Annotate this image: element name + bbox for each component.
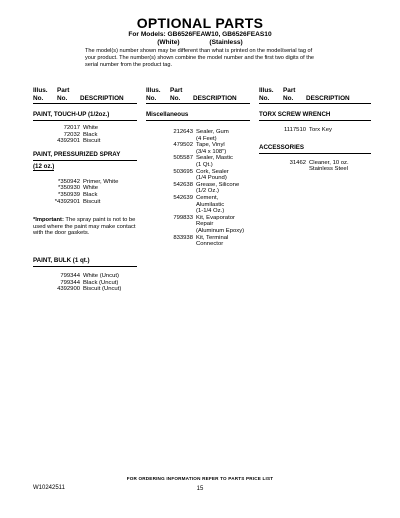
part-description-detail: (4 Feet) <box>196 135 217 142</box>
part-number: *350939 <box>58 191 80 198</box>
part-label: Part <box>57 87 70 94</box>
part-description: Tape, Vinyl <box>196 142 225 149</box>
variant-stainless: (Stainless) <box>209 39 243 46</box>
part-number: 505587 <box>173 155 193 162</box>
part-description: Sealer, Mastic <box>196 155 233 162</box>
illus-no-label: No. <box>259 94 270 102</box>
model-variants <box>0 39 400 47</box>
description-label: DESCRIPTION <box>193 94 237 102</box>
illus-label: Illus. <box>146 87 161 94</box>
list-item <box>33 185 137 192</box>
part-description-detail: (Aluminum Epoxy) <box>196 227 245 234</box>
illus-label: Illus. <box>259 87 274 94</box>
part-description-detail: (1/4 Pound) <box>196 175 227 182</box>
part-number: *350930 <box>58 185 80 192</box>
part-description: Black <box>83 131 98 138</box>
page-header <box>0 16 400 68</box>
part-description: Black <box>83 191 98 198</box>
list-item <box>146 142 250 155</box>
column-header <box>259 87 371 104</box>
part-number: 4392901 <box>57 138 80 145</box>
part-number: 31462 <box>289 159 306 166</box>
part-number: 542639 <box>173 194 193 201</box>
part-description: Torx Key <box>309 127 332 133</box>
variant-white: (White) <box>157 39 180 46</box>
part-description: Cement, <box>196 194 219 201</box>
part-number: 799344 <box>60 272 80 279</box>
part-no-label: No. <box>170 94 181 102</box>
list-item <box>146 182 250 195</box>
model-note: The model(s) number shown may be different than what is printed on the model/serial tag of your product. The number(s) shown combine the model number and the first two digits of the serial number from the product tag. <box>85 48 315 68</box>
list-item <box>146 129 250 142</box>
section-title-touchup: PAINT, TOUCH-UP (1/2oz.) <box>33 111 110 118</box>
description-label: DESCRIPTION <box>306 94 350 102</box>
list-item <box>33 273 137 280</box>
illus-no-label: No. <box>33 94 44 102</box>
list-item <box>33 125 137 132</box>
part-no-label: No. <box>283 94 294 102</box>
part-description: White (Uncut) <box>83 272 120 279</box>
part-number: *350942 <box>58 178 80 185</box>
list-item <box>33 286 137 293</box>
section-title-bulk: PAINT, BULK (1 qt.) <box>33 256 90 264</box>
list-item <box>146 169 250 182</box>
list-item <box>146 155 250 168</box>
part-description-detail: (1/2 Oz.) <box>196 188 219 195</box>
part-no-label: No. <box>57 94 68 102</box>
illus-label: Illus. <box>33 87 48 94</box>
part-number: 1117510 <box>283 127 306 133</box>
part-number: 542638 <box>173 181 193 188</box>
list-item <box>259 160 371 173</box>
part-number: *4392901 <box>54 198 80 205</box>
part-number: 72032 <box>63 131 80 138</box>
description-label: DESCRIPTION <box>80 94 124 102</box>
important-note <box>33 217 137 237</box>
column-1 <box>33 87 137 293</box>
part-description-detail: Alumilastic <box>196 201 225 208</box>
part-description: Primer, White <box>83 178 119 185</box>
part-description-detail: Connector <box>196 241 224 248</box>
part-number: 4392900 <box>57 286 80 293</box>
page-number: 15 <box>196 486 204 492</box>
part-number: 479502 <box>173 142 193 149</box>
model-numbers: For Models: GB6526FEAW10, GB6526FEAS10 <box>128 31 272 38</box>
part-description: Biscuit <box>83 198 101 205</box>
list-item <box>33 192 137 199</box>
part-description-detail: Stainless Steel <box>309 166 348 173</box>
part-description: White <box>83 185 99 192</box>
list-item <box>33 132 137 139</box>
important-label: *Important: <box>33 217 64 224</box>
column-2 <box>146 87 250 248</box>
list-item <box>33 138 137 145</box>
part-number: 799344 <box>60 279 80 286</box>
list-item <box>146 235 250 248</box>
illus-no-label: No. <box>146 94 157 102</box>
section-title-accessories: ACCESSORIES <box>259 143 305 151</box>
list-item <box>33 199 137 206</box>
column-header <box>33 87 137 104</box>
section-subtitle-pressurized: (12 oz.) <box>33 162 55 170</box>
part-description: Cleaner, 10 oz. <box>309 159 349 166</box>
part-description: Kit, Terminal <box>196 234 229 241</box>
part-number: 212643 <box>173 129 193 135</box>
part-description: White <box>83 125 99 131</box>
list-item <box>146 215 250 235</box>
column-header <box>146 87 250 104</box>
part-description-detail: (1-1/4 Oz.) <box>196 208 225 215</box>
part-description: Cork, Sealer <box>196 168 229 175</box>
page-title: OPTIONAL PARTS <box>136 15 264 31</box>
part-label: Part <box>170 87 183 94</box>
part-label: Part <box>283 87 296 94</box>
list-item <box>146 195 250 215</box>
column-3 <box>259 87 371 173</box>
part-description: Grease, Silicone <box>196 181 240 188</box>
part-number: 72017 <box>63 125 80 131</box>
part-description-detail: Repair <box>196 221 214 228</box>
part-description: Biscuit (Uncut) <box>83 286 122 293</box>
document-number: W10242511 <box>33 485 65 491</box>
section-title-torx: TORX SCREW WRENCH <box>259 111 331 118</box>
part-description: Black (Uncut) <box>83 279 119 286</box>
list-item <box>259 127 371 134</box>
section-title-misc: Miscellaneous <box>146 111 189 118</box>
part-number: 503695 <box>173 168 193 175</box>
part-description: Sealer, Gum <box>196 129 229 135</box>
part-number: 833938 <box>173 234 193 241</box>
part-description-detail: (3/4 x 108") <box>196 148 227 155</box>
part-description: Biscuit <box>83 138 101 145</box>
ordering-info: FOR ORDERING INFORMATION REFER TO PARTS PRICE LIST <box>126 476 274 481</box>
part-description: Kit, Evaporator <box>196 214 235 221</box>
part-number: 799833 <box>173 214 193 221</box>
list-item <box>33 179 137 186</box>
list-item <box>33 280 137 287</box>
important-text: The spray paint is not to be used where the paint may make contact with the door gaskets. <box>33 217 136 237</box>
part-description-detail: (1 Qt.) <box>196 161 213 168</box>
section-title-pressurized: PAINT, PRESSURIZED SPRAY <box>33 150 121 158</box>
